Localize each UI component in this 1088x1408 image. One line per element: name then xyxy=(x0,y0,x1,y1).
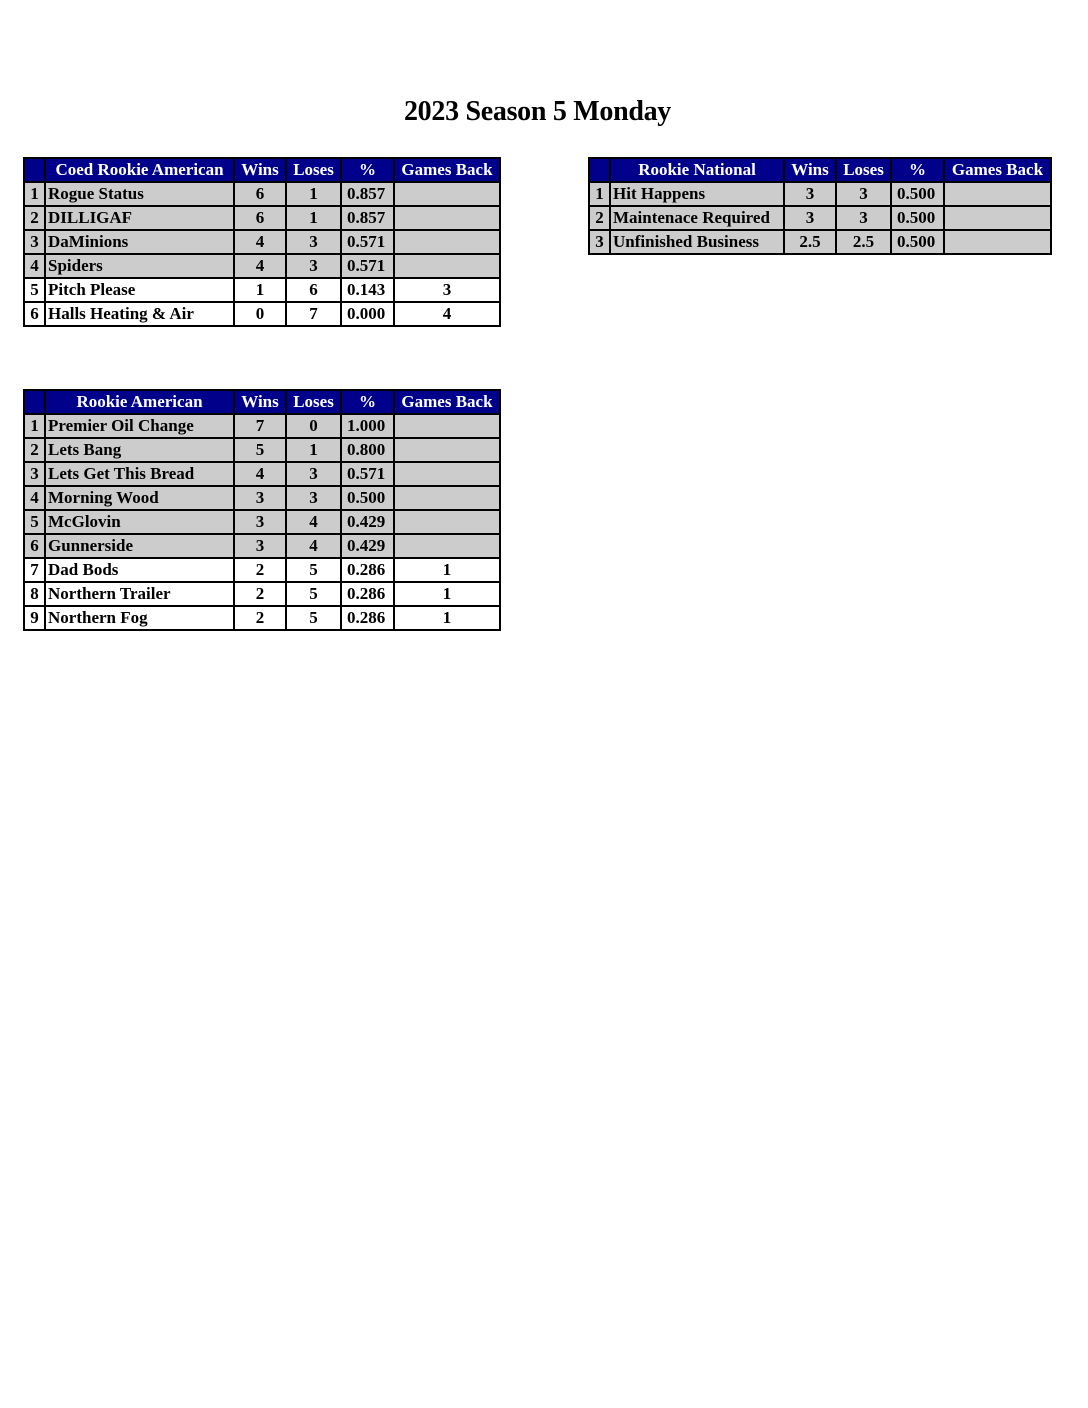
team-name-cell: DILLIGAF xyxy=(45,206,234,230)
team-name-cell: Rogue Status xyxy=(45,182,234,206)
table-row xyxy=(24,558,500,582)
loses-cell: 5 xyxy=(286,582,341,606)
team-name-cell: Northern Fog xyxy=(45,606,234,630)
pct-cell: 0.800 xyxy=(341,438,394,462)
wins-header: Wins xyxy=(234,158,286,182)
pct-cell: 0.500 xyxy=(891,230,944,254)
table-row xyxy=(24,182,500,206)
team-name-cell: DaMinions xyxy=(45,230,234,254)
wins-cell: 3 xyxy=(784,206,836,230)
loses-cell: 6 xyxy=(286,278,341,302)
table-row xyxy=(589,230,1051,254)
wins-cell: 2 xyxy=(234,558,286,582)
games-back-header: Games Back xyxy=(944,158,1051,182)
wins-cell: 2.5 xyxy=(784,230,836,254)
rank-cell: 3 xyxy=(24,462,45,486)
loses-cell: 3 xyxy=(286,462,341,486)
table-row xyxy=(24,206,500,230)
loses-cell: 3 xyxy=(836,206,891,230)
team-name-cell: Gunnerside xyxy=(45,534,234,558)
standings-table-rookie-national xyxy=(588,157,1052,255)
team-name-cell: Dad Bods xyxy=(45,558,234,582)
loses-cell: 5 xyxy=(286,606,341,630)
games-back-cell: 1 xyxy=(394,558,500,582)
rank-cell: 8 xyxy=(24,582,45,606)
games-back-cell: 1 xyxy=(394,606,500,630)
standings-table-coed-rookie-american xyxy=(23,157,501,327)
pct-cell: 0.571 xyxy=(341,254,394,278)
team-name-cell: Lets Get This Bread xyxy=(45,462,234,486)
pct-cell: 0.571 xyxy=(341,462,394,486)
loses-cell: 3 xyxy=(286,230,341,254)
rank-cell: 6 xyxy=(24,534,45,558)
table-row xyxy=(24,414,500,438)
table-row xyxy=(24,302,500,326)
games-back-cell xyxy=(394,414,500,438)
games-back-cell xyxy=(394,534,500,558)
table-row xyxy=(24,438,500,462)
wins-cell: 4 xyxy=(234,230,286,254)
pct-cell: 0.500 xyxy=(341,486,394,510)
table-row xyxy=(24,254,500,278)
pct-cell: 0.857 xyxy=(341,206,394,230)
wins-cell: 0 xyxy=(234,302,286,326)
pct-cell: 0.286 xyxy=(341,558,394,582)
rank-cell: 7 xyxy=(24,558,45,582)
rank-cell: 2 xyxy=(24,206,45,230)
rank-cell: 9 xyxy=(24,606,45,630)
rank-cell: 4 xyxy=(24,486,45,510)
wins-header: Wins xyxy=(234,390,286,414)
loses-cell: 1 xyxy=(286,182,341,206)
table-header-row xyxy=(589,158,1051,182)
table-row xyxy=(24,534,500,558)
games-back-cell xyxy=(944,230,1051,254)
loses-cell: 4 xyxy=(286,510,341,534)
team-name-cell: Hit Happens xyxy=(610,182,784,206)
team-name-cell: Lets Bang xyxy=(45,438,234,462)
loses-cell: 1 xyxy=(286,206,341,230)
games-back-cell xyxy=(394,206,500,230)
wins-header: Wins xyxy=(784,158,836,182)
team-name-cell: Morning Wood xyxy=(45,486,234,510)
table-row xyxy=(589,182,1051,206)
team-name-cell: Northern Trailer xyxy=(45,582,234,606)
rank-cell: 1 xyxy=(24,414,45,438)
loses-header: Loses xyxy=(286,158,341,182)
games-back-cell xyxy=(394,182,500,206)
wins-cell: 6 xyxy=(234,206,286,230)
games-back-cell: 4 xyxy=(394,302,500,326)
rank-cell: 3 xyxy=(589,230,610,254)
table-row xyxy=(24,510,500,534)
loses-header: Loses xyxy=(836,158,891,182)
table-header-row xyxy=(24,390,500,414)
pct-cell: 0.571 xyxy=(341,230,394,254)
pct-cell: 0.143 xyxy=(341,278,394,302)
rank-cell: 5 xyxy=(24,278,45,302)
loses-cell: 3 xyxy=(836,182,891,206)
team-name-cell: Premier Oil Change xyxy=(45,414,234,438)
page-title: 2023 Season 5 Monday xyxy=(403,96,672,127)
games-back-cell: 3 xyxy=(394,278,500,302)
wins-cell: 2 xyxy=(234,582,286,606)
wins-cell: 3 xyxy=(234,534,286,558)
pct-cell: 0.429 xyxy=(341,534,394,558)
loses-cell: 3 xyxy=(286,486,341,510)
pct-cell: 1.000 xyxy=(341,414,394,438)
table-header-row xyxy=(24,158,500,182)
games-back-cell xyxy=(394,510,500,534)
rank-cell: 6 xyxy=(24,302,45,326)
team-name-cell: Maintenace Required xyxy=(610,206,784,230)
games-back-cell xyxy=(394,230,500,254)
games-back-cell xyxy=(394,254,500,278)
games-back-cell xyxy=(394,486,500,510)
pct-header: % xyxy=(341,390,394,414)
games-back-header: Games Back xyxy=(394,158,500,182)
loses-cell: 4 xyxy=(286,534,341,558)
loses-cell: 1 xyxy=(286,438,341,462)
wins-cell: 6 xyxy=(234,182,286,206)
pct-header: % xyxy=(341,158,394,182)
pct-cell: 0.429 xyxy=(341,510,394,534)
wins-cell: 4 xyxy=(234,462,286,486)
team-name-cell: Pitch Please xyxy=(45,278,234,302)
wins-cell: 7 xyxy=(234,414,286,438)
pct-cell: 0.500 xyxy=(891,182,944,206)
table-row xyxy=(24,486,500,510)
games-back-cell xyxy=(394,438,500,462)
rank-cell: 2 xyxy=(24,438,45,462)
loses-cell: 5 xyxy=(286,558,341,582)
pct-cell: 0.857 xyxy=(341,182,394,206)
pct-cell: 0.286 xyxy=(341,606,394,630)
pct-cell: 0.286 xyxy=(341,582,394,606)
standings-table-rookie-american xyxy=(23,389,501,631)
games-back-cell: 1 xyxy=(394,582,500,606)
wins-cell: 3 xyxy=(234,486,286,510)
division-name: Rookie National xyxy=(610,158,784,182)
rank-header xyxy=(24,390,45,414)
division-name: Coed Rookie American xyxy=(45,158,234,182)
wins-cell: 4 xyxy=(234,254,286,278)
rank-header xyxy=(24,158,45,182)
pct-header: % xyxy=(891,158,944,182)
table-row xyxy=(24,582,500,606)
table-row xyxy=(24,462,500,486)
rank-cell: 1 xyxy=(589,182,610,206)
rank-header xyxy=(589,158,610,182)
loses-cell: 7 xyxy=(286,302,341,326)
loses-cell: 0 xyxy=(286,414,341,438)
rank-cell: 3 xyxy=(24,230,45,254)
pct-cell: 0.500 xyxy=(891,206,944,230)
pct-cell: 0.000 xyxy=(341,302,394,326)
rank-cell: 5 xyxy=(24,510,45,534)
loses-cell: 2.5 xyxy=(836,230,891,254)
rank-cell: 2 xyxy=(589,206,610,230)
loses-header: Loses xyxy=(286,390,341,414)
loses-cell: 3 xyxy=(286,254,341,278)
wins-cell: 5 xyxy=(234,438,286,462)
team-name-cell: Spiders xyxy=(45,254,234,278)
wins-cell: 1 xyxy=(234,278,286,302)
table-row xyxy=(24,606,500,630)
rank-cell: 4 xyxy=(24,254,45,278)
team-name-cell: Unfinished Business xyxy=(610,230,784,254)
wins-cell: 3 xyxy=(784,182,836,206)
table-row xyxy=(24,230,500,254)
wins-cell: 3 xyxy=(234,510,286,534)
team-name-cell: Halls Heating & Air xyxy=(45,302,234,326)
games-back-header: Games Back xyxy=(394,390,500,414)
team-name-cell: McGlovin xyxy=(45,510,234,534)
games-back-cell xyxy=(944,206,1051,230)
wins-cell: 2 xyxy=(234,606,286,630)
games-back-cell xyxy=(944,182,1051,206)
table-row xyxy=(24,278,500,302)
division-name: Rookie American xyxy=(45,390,234,414)
games-back-cell xyxy=(394,462,500,486)
rank-cell: 1 xyxy=(24,182,45,206)
table-row xyxy=(589,206,1051,230)
